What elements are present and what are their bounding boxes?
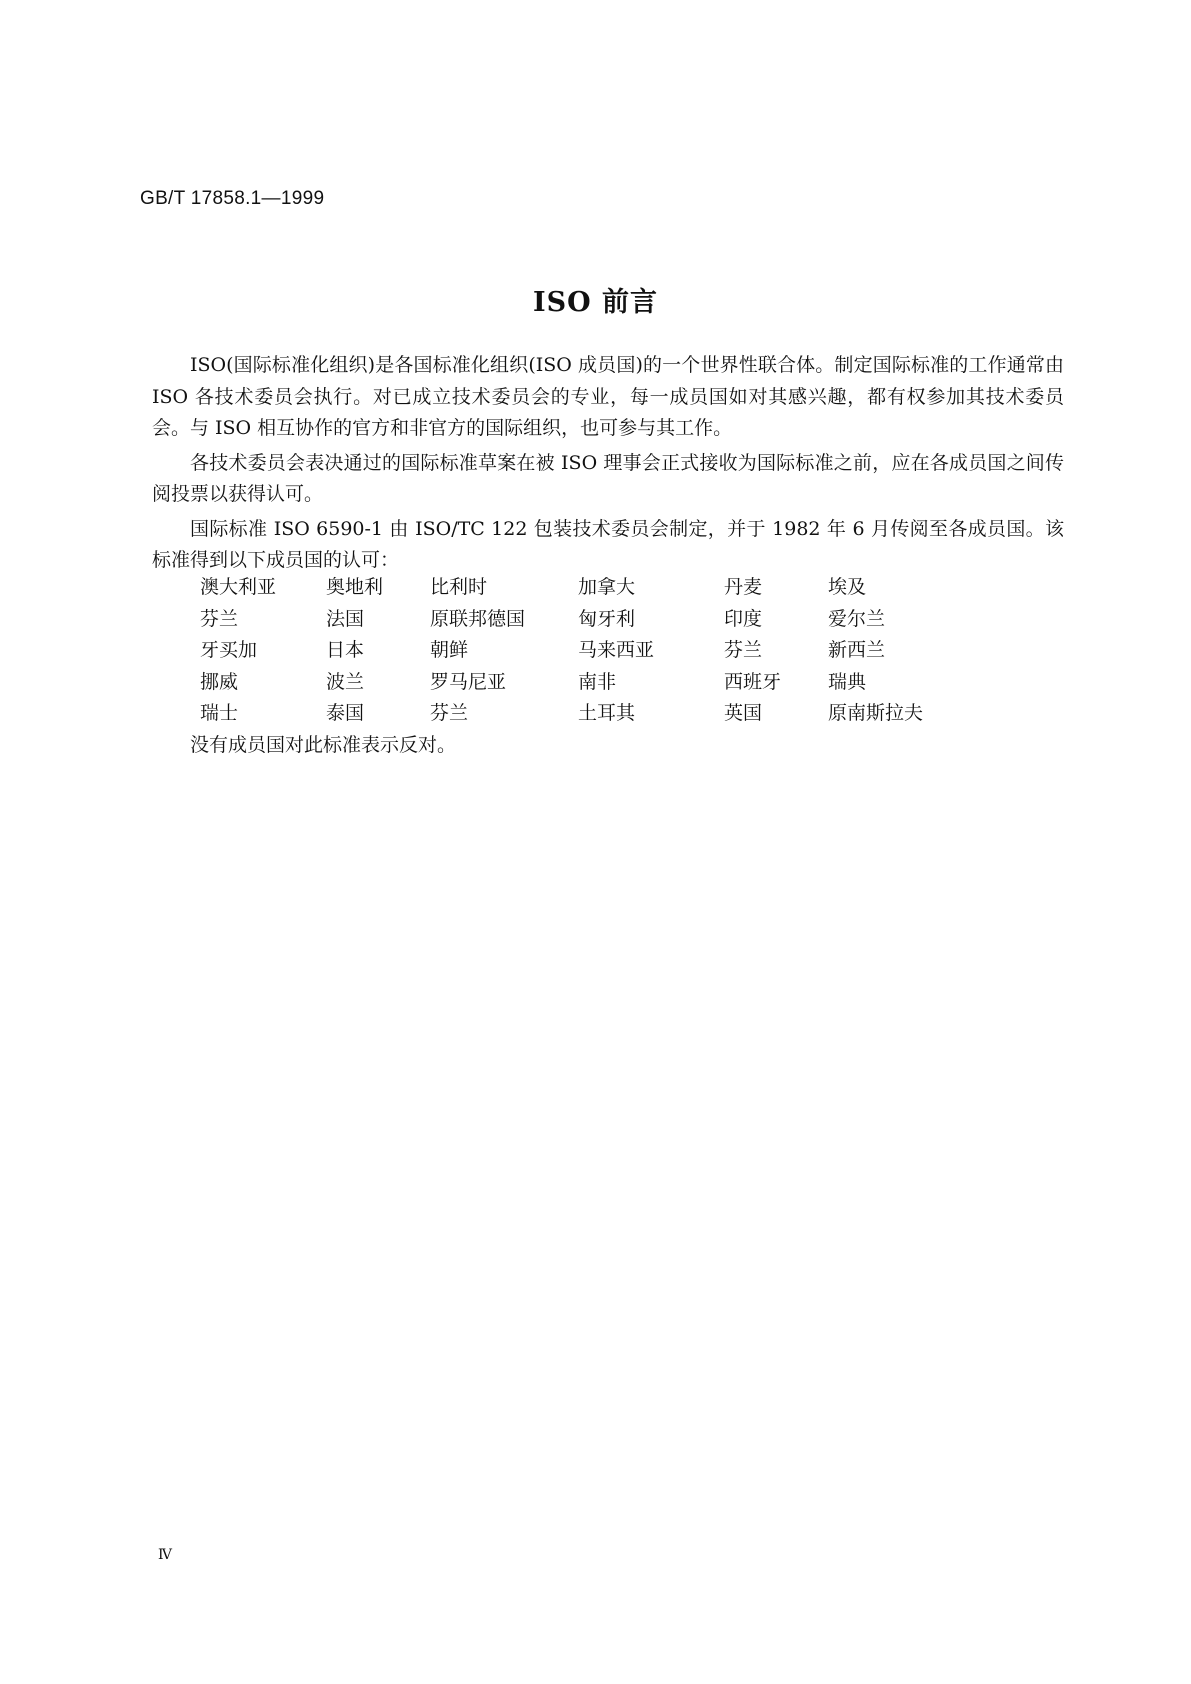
country-name: 朝鲜 (430, 639, 469, 661)
country-name: 罗马尼亚 (430, 670, 507, 693)
country-name: 加拿大 (578, 576, 636, 598)
country-name: 瑞士 (200, 702, 239, 724)
country-name: 澳大利亚 (200, 576, 277, 598)
page-title: ISO 前言 (532, 287, 659, 318)
paragraph: ISO(国际标准化组织)是各国标准化组织(ISO 成员国)的一个世界性联合体。制定国际标准的工作通常由 ISO 各技术委员会执行。对已成立技术委员会的专业，每一成员国如对其感兴趣，都有权参加其技术委员会。与 ISO 相互协作的官方和非官方的国际组织，也可参与其工作。 (152, 354, 1064, 439)
country-name: 奥地利 (326, 576, 384, 598)
country-name: 新西兰 (828, 639, 886, 661)
country-name: 印度 (724, 607, 763, 630)
country-name: 原联邦德国 (430, 607, 526, 630)
country-name: 瑞典 (828, 670, 867, 693)
country-name: 芬兰 (724, 639, 763, 661)
country-name: 土耳其 (578, 702, 636, 724)
country-name: 芬兰 (200, 607, 239, 630)
paragraph: 国际标准 ISO 6590-1 由 ISO/TC 122 包装技术委员会制定，并于 1982 年 6 月传阅至各成员国。该标准得到以下成员国的认可： (152, 517, 1064, 571)
country-name: 芬兰 (430, 702, 469, 724)
country-name: 日本 (326, 639, 365, 661)
member-country-list (200, 572, 968, 730)
country-name: 南非 (578, 670, 617, 693)
page-number: Ⅳ (158, 1547, 172, 1563)
standard-number: GB/T 17858.1—1999 (140, 188, 325, 209)
country-name: 比利时 (430, 576, 488, 598)
country-name: 英国 (724, 702, 763, 724)
country-row (200, 667, 968, 699)
paragraph: 各技术委员会表决通过的国际标准草案在被 ISO 理事会正式接收为国际标准之前，应在各成员国之间传阅投票以获得认可。 (152, 451, 1064, 505)
country-name: 泰国 (326, 702, 365, 724)
country-name: 爱尔兰 (828, 607, 886, 630)
foreword-body (152, 350, 1064, 580)
closing-statement: 没有成员国对此标准表示反对。 (190, 734, 457, 756)
country-row (200, 635, 968, 667)
country-name: 匈牙利 (578, 607, 636, 630)
country-name: 挪威 (200, 670, 239, 693)
country-row (200, 604, 968, 636)
country-name: 马来西亚 (578, 639, 655, 661)
country-name: 西班牙 (724, 670, 782, 693)
country-name: 丹麦 (724, 576, 763, 598)
country-row (200, 572, 968, 604)
country-name: 牙买加 (200, 639, 258, 661)
country-row (200, 698, 968, 730)
country-name: 波兰 (326, 670, 365, 693)
country-name: 法国 (326, 607, 365, 630)
country-name: 埃及 (828, 576, 867, 598)
country-name: 原南斯拉夫 (828, 702, 924, 724)
